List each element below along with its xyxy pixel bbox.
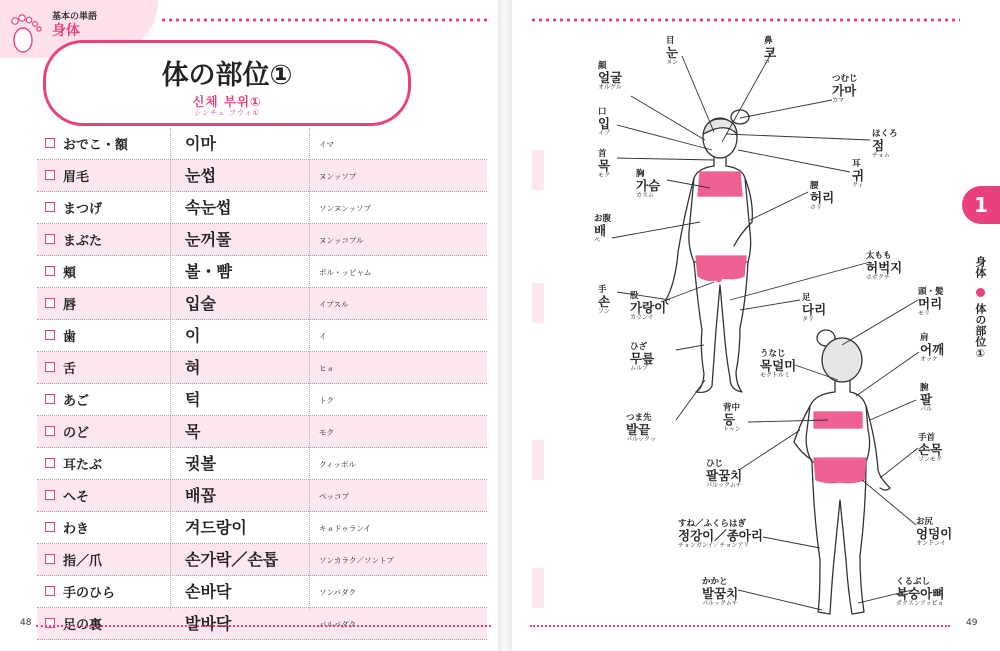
korean-word: 속눈썹 bbox=[185, 198, 232, 217]
japanese-word: へそ bbox=[63, 490, 90, 505]
label-face bbox=[598, 62, 622, 92]
japanese-word: 唇 bbox=[63, 298, 77, 313]
label-japanese: ひざ bbox=[630, 342, 648, 352]
label-back bbox=[723, 404, 741, 434]
label-ankle bbox=[896, 578, 944, 608]
label-crotch bbox=[630, 292, 666, 322]
label-japanese: 首 bbox=[598, 149, 607, 159]
label-nose bbox=[764, 37, 776, 67]
page-title-korean: 신체 부위① bbox=[192, 94, 262, 109]
label-korean: 배 bbox=[594, 223, 607, 239]
label-pronunciation: チョム bbox=[872, 152, 890, 160]
korean-word: 볼・뺨 bbox=[185, 262, 232, 281]
label-korean: 손 bbox=[598, 294, 611, 310]
label-pronunciation: ソン bbox=[598, 308, 611, 316]
korean-word: 손바닥 bbox=[185, 582, 232, 601]
label-pronunciation: カランイ bbox=[630, 314, 654, 322]
pronunciation: ヒョ bbox=[319, 364, 334, 373]
pronunciation: ポル・ッピャム bbox=[319, 268, 372, 277]
label-butt bbox=[916, 518, 952, 548]
label-ear bbox=[852, 160, 864, 190]
label-japanese: 股 bbox=[630, 291, 639, 301]
label-shin bbox=[678, 520, 763, 550]
korean-word: 배꼽 bbox=[185, 486, 216, 505]
pronunciation: モク bbox=[319, 428, 334, 437]
label-korean: 정강이／종아리 bbox=[678, 528, 763, 544]
label-nape bbox=[760, 350, 796, 380]
front-top bbox=[698, 172, 742, 196]
label-japanese: 背中 bbox=[723, 403, 741, 413]
korean-word: 이 bbox=[185, 326, 201, 345]
label-pronunciation: トゥン bbox=[723, 426, 741, 434]
korean-word: 턱 bbox=[185, 390, 201, 409]
label-pronunciation: パルックムチ bbox=[702, 600, 738, 608]
pronunciation: クィッポル bbox=[319, 460, 356, 469]
label-korean: 귀 bbox=[852, 168, 865, 184]
label-japanese: つむじ bbox=[832, 74, 858, 84]
label-japanese: 顔 bbox=[598, 61, 607, 71]
label-japanese: 耳 bbox=[852, 159, 861, 169]
korean-word: 목 bbox=[185, 422, 201, 441]
label-heel bbox=[702, 578, 738, 608]
label-chest bbox=[636, 170, 660, 200]
label-japanese: すね／ふくらはぎ bbox=[678, 519, 747, 529]
label-japanese: 胸 bbox=[636, 169, 645, 179]
pronunciation: トク bbox=[319, 396, 334, 405]
korean-word: 발바닥 bbox=[185, 614, 232, 633]
label-japanese: お尻 bbox=[916, 517, 934, 527]
pronunciation: ソンカラク／ソントプ bbox=[319, 556, 394, 565]
label-korean: 등 bbox=[723, 412, 736, 428]
japanese-word: 耳たぶ bbox=[63, 458, 103, 473]
label-pronunciation: ポクスンアッピョ bbox=[896, 600, 944, 608]
japanese-word: 舌 bbox=[63, 362, 77, 377]
label-pronunciation: オルグル bbox=[598, 84, 622, 92]
header-title: 身体 bbox=[52, 23, 80, 39]
label-japanese: 手首 bbox=[918, 433, 936, 443]
korean-word: 이마 bbox=[185, 134, 216, 153]
label-korean: 어깨 bbox=[920, 342, 945, 358]
label-pronunciation: コ bbox=[764, 59, 771, 67]
label-pronunciation: オッケ bbox=[920, 356, 938, 364]
label-korean: 발끝 bbox=[626, 422, 651, 438]
japanese-word: あご bbox=[63, 394, 90, 409]
label-mole bbox=[872, 130, 898, 160]
label-head bbox=[918, 288, 944, 318]
japanese-word: 手のひら bbox=[63, 586, 116, 601]
label-pronunciation: モクトルミ bbox=[760, 372, 791, 380]
label-japanese: うなじ bbox=[760, 349, 786, 359]
label-japanese: お腹 bbox=[594, 214, 612, 224]
label-waist bbox=[810, 182, 834, 212]
japanese-word: おでこ・額 bbox=[63, 138, 128, 153]
label-korean: 허리 bbox=[810, 190, 835, 206]
label-korean: 목덜미 bbox=[760, 358, 797, 374]
label-japanese: 太もも bbox=[866, 251, 892, 261]
label-knee bbox=[630, 343, 654, 373]
label-hand bbox=[598, 286, 610, 316]
label-korean: 발꿈치 bbox=[702, 586, 739, 602]
label-korean: 손목 bbox=[918, 442, 943, 458]
front-legs bbox=[694, 262, 748, 392]
japanese-word: のど bbox=[63, 426, 90, 441]
label-korean: 허벅지 bbox=[866, 260, 903, 276]
label-japanese: 鼻 bbox=[764, 36, 773, 46]
label-pronunciation: ペ bbox=[594, 237, 601, 245]
label-korean: 눈 bbox=[666, 45, 679, 61]
korean-word: 귓볼 bbox=[185, 454, 216, 473]
label-pronunciation: モリ bbox=[918, 310, 931, 318]
label-japanese: ひじ bbox=[706, 459, 724, 469]
korean-word: 눈썹 bbox=[185, 166, 216, 185]
pronunciation: キョドゥランイ bbox=[319, 524, 371, 533]
label-japanese: 手 bbox=[598, 285, 607, 295]
label-korean: 코 bbox=[764, 45, 777, 61]
korean-word: 겨드랑이 bbox=[185, 518, 247, 537]
japanese-word: 歯 bbox=[63, 330, 77, 345]
label-japanese: かかと bbox=[702, 577, 728, 587]
label-pronunciation: カスム bbox=[636, 192, 655, 200]
label-korean: 목 bbox=[598, 158, 611, 174]
label-eye bbox=[666, 37, 678, 67]
korean-word: 눈꺼풀 bbox=[185, 230, 232, 249]
pronunciation: ソンパダク bbox=[319, 588, 356, 597]
page-title: 体の部位① bbox=[161, 60, 293, 91]
label-japanese: つま先 bbox=[626, 413, 652, 423]
label-toe bbox=[626, 414, 656, 444]
label-arm bbox=[920, 384, 932, 414]
label-pronunciation: ホリ bbox=[810, 204, 823, 212]
back-shorts bbox=[814, 458, 866, 483]
label-korean: 가마 bbox=[832, 83, 857, 99]
label-shoulder bbox=[920, 334, 944, 364]
label-pronunciation: イプ bbox=[598, 130, 610, 138]
chapter-tab: 1 bbox=[962, 186, 1000, 224]
pronunciation: イ bbox=[319, 332, 327, 341]
korean-word: 혀 bbox=[185, 358, 201, 377]
label-korean: 가슴 bbox=[636, 178, 661, 194]
page-title-ruby: シンチェ プウィ① bbox=[194, 109, 260, 117]
label-japanese: くるぶし bbox=[896, 577, 931, 587]
label-pronunciation: ホボクチ bbox=[866, 274, 891, 282]
label-pronunciation: ソンモク bbox=[918, 456, 943, 464]
back-legs bbox=[812, 462, 866, 614]
label-pronunciation: クィ bbox=[852, 182, 864, 190]
japanese-word: 頬 bbox=[63, 266, 77, 281]
label-crown bbox=[832, 75, 858, 105]
label-pronunciation: パルックッ bbox=[626, 436, 657, 444]
pronunciation: ヌンッコプル bbox=[319, 236, 364, 245]
japanese-word: 足の裏 bbox=[63, 618, 103, 633]
label-pronunciation: チョンガンイ／チョンアリ bbox=[678, 542, 750, 550]
label-korean: 엉덩이 bbox=[916, 526, 953, 542]
label-japanese: 目 bbox=[666, 36, 675, 46]
label-korean: 복숭아뼈 bbox=[896, 586, 945, 602]
japanese-word: わき bbox=[63, 522, 90, 537]
label-korean: 입 bbox=[598, 116, 611, 132]
pronunciation: ソンヌンッソプ bbox=[319, 204, 372, 213]
label-korean: 팔 bbox=[920, 392, 933, 408]
label-thigh bbox=[866, 252, 902, 282]
label-pronunciation: タリ bbox=[802, 316, 815, 324]
pronunciation: ペッコプ bbox=[319, 492, 349, 501]
page-number-right: 49 bbox=[966, 618, 978, 628]
label-neck bbox=[598, 150, 610, 180]
label-korean: 얼굴 bbox=[598, 70, 623, 86]
label-korean: 팔꿈치 bbox=[706, 468, 743, 484]
label-japanese: 足 bbox=[802, 293, 811, 303]
label-pronunciation: モク bbox=[598, 172, 611, 180]
label-korean: 다리 bbox=[802, 302, 827, 318]
korean-word: 입술 bbox=[185, 294, 216, 313]
label-pronunciation: ムルプ bbox=[630, 365, 649, 373]
japanese-word: まぶた bbox=[63, 234, 103, 249]
side-topic: 体の部位① bbox=[973, 302, 987, 360]
korean-word: 손가락／손톱 bbox=[185, 550, 279, 569]
label-pronunciation: オンドンイ bbox=[916, 540, 946, 548]
label-japanese: ほくろ bbox=[872, 129, 898, 139]
label-elbow bbox=[706, 460, 742, 490]
label-japanese: 頭・髪 bbox=[918, 287, 944, 297]
label-leg bbox=[802, 294, 826, 324]
japanese-word: 指／爪 bbox=[63, 554, 103, 569]
label-belly bbox=[594, 215, 611, 245]
back-neck bbox=[835, 381, 850, 392]
pronunciation: イマ bbox=[319, 140, 334, 149]
front-left-arm bbox=[666, 178, 694, 304]
label-korean: 무릎 bbox=[630, 351, 655, 367]
label-wrist bbox=[918, 434, 942, 464]
label-japanese: 肩 bbox=[920, 333, 929, 343]
pronunciation: イプスル bbox=[319, 300, 349, 309]
header-category: 基本の単語 bbox=[52, 12, 98, 22]
label-mouth bbox=[598, 108, 610, 138]
label-pronunciation: カマ bbox=[832, 97, 845, 105]
japanese-word: 眉毛 bbox=[63, 170, 90, 185]
side-category: 身体 bbox=[973, 256, 987, 278]
page-number-left: 48 bbox=[20, 618, 32, 628]
label-japanese: 腰 bbox=[810, 181, 819, 191]
label-korean: 가랑이 bbox=[630, 300, 667, 316]
label-korean: 점 bbox=[872, 138, 885, 154]
japanese-word: まつげ bbox=[63, 202, 103, 217]
pronunciation: パルパダク bbox=[319, 620, 356, 629]
label-japanese: 腕 bbox=[920, 383, 929, 393]
pronunciation: ヌンッソプ bbox=[319, 172, 357, 181]
label-korean: 머리 bbox=[918, 296, 943, 312]
label-pronunciation: ヌン bbox=[666, 59, 679, 67]
label-pronunciation: パル bbox=[920, 406, 933, 414]
front-shorts bbox=[696, 256, 746, 282]
label-pronunciation: パルックムチ bbox=[706, 482, 742, 490]
label-japanese: 口 bbox=[598, 107, 607, 117]
